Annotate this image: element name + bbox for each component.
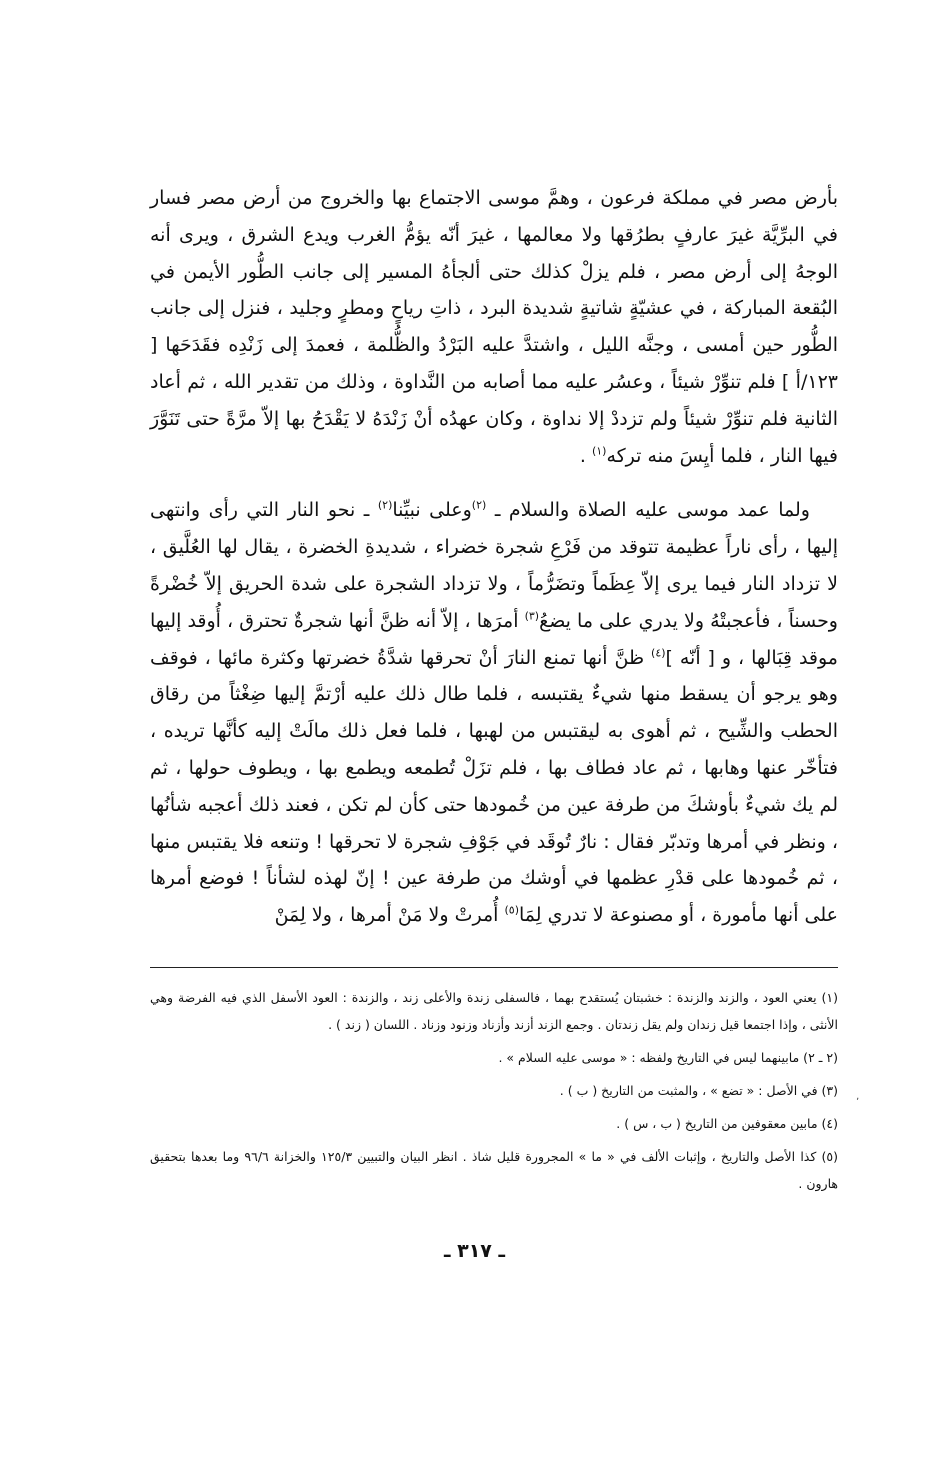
margin-mark: ٬ [856,1097,860,1108]
footnote-marker-2-start[interactable]: (٢) [471,499,487,513]
main-text [150,180,838,934]
footnote-marker-2-end[interactable]: (٢) [377,499,393,513]
footnote-1: (١) يعني العود ، والزند والزندة : خشبتان يُستقدح بهما ، فالسفلى زندة والأعلى زند ، والزندة : العود الأسفل الذي فيه الفرضة وهي الأنثى ، وإذا اجتمعا قيل زندان ولم يقل زندتان . وجمع الزند أزند وأزناد وزنود وزناد . اللسان ( زند ) . [150,990,838,1032]
paragraph-1 [150,180,838,474]
paragraph-2-text-e: ظنَّ أنها تمنع النارَ أنْ تحرقها شدَّةُ خضرتها وكثرة مائها ، فوقف وهو يرجو أن يسقط منها شيءٌ يقتبسه ، فلما طال ذلك عليه أرْتمَّ إليها ضِغْثاً من رقاق الحطب والشِّيح ، ثم أهوى به ليقتبس من لهبها ، فلما فعل ذلك مالَتْ إليه كأنَّها تريده ، فتأخّر عنها وهابها ، ثم عاد فطاف بها ، فلم تزَلْ تُطمعه ويطمع بها ، ويطوف حولها ، ثم لم يك شيءٌ بأوشكَ من طرفة عين من خُمودها حتى كأن لم تكن ، فعند ذلك أعجبه شأنُها ، ونظر في أمرها وتدبّر فقال : نارٌ تُوقَد في جَوْفِ شجرة لا تحرقها ! وتنعه فلا يقتبس منها ، ثم خُمودها على قدْرِ عظمها في أوشك من طرفة عين ! إنّ لهذه لشأناً ! فوضع أمرها على أنها مأمورة ، أو مصنوعة لا تدري لِمَا [150,646,838,927]
footnotes [150,984,838,1203]
footnote-marker-3[interactable]: (٣) [524,609,540,623]
footnote-marker-5[interactable]: (٥) [504,903,519,917]
paragraph-2 [150,492,838,934]
paragraph-2-text-a: ولما عمد موسى عليه الصلاة والسلام ـ [486,499,810,522]
footnote-5: (٥) كذا الأصل والتاريخ ، وإثبات الألف في « ما » المجرورة قليل شاذ . انظر البيان والتبيين ١٢٥/٣ والخزانة ٩٦/٦ وما بعدها بتحقيق هارون . [150,1149,838,1191]
footnote-divider [150,967,838,968]
footnote-3: (٣) في الأصل : « تضع » ، والمثبت من التاريخ ( ب ) . [559,1083,838,1098]
paragraph-2-text-c: ـ نحو النار التي رأى وانتهى إليها ، رأى ناراً عظيمة تتوقد من فَرْعِ شجرة خضراء ، شديدةِ الخضرة ، يقال لها العُلَّيق ، لا تزداد النار فيما يرى إلاّ عِظَماً وتضَرُّماً ، ولا تزداد الشجرة على شدة الحريق إلاّ خُضْرةً وحسناً ، فأعجبتْهُ ولا يدري على ما يضعُ [150,499,838,632]
paragraph-2-text-b: وعلى نبيِّنا [392,499,472,522]
paragraph-1-end: . [579,444,592,467]
paragraph-2-text-f: أُمرتْ ولا مَنْ أمرها ، ولا لِمَنْ [274,904,505,927]
footnote-2: (٢ ـ ٢) مابينهما ليس في التاريخ ولفظه : « موسى عليه السلام » . [498,1050,838,1065]
paragraph-2-text-d: أمرَها ، إلاّ أنه ظنَّ أنها شجرةٌ تحترق ، أُوقد إليها موقد قِبَالها ، و [ أنّه ] [150,609,838,669]
page-number: ـ ٣١٧ ـ [443,1240,505,1262]
footnote-marker-4[interactable]: (٤) [651,646,666,660]
footnote-marker-1[interactable]: (١) [591,444,607,458]
paragraph-1-text: بأرض مصر في مملكة فرعون ، وهمَّ موسى الاجتماع بها والخروج من أرض مصر فسار في البرِّيَّة غيرَ عارفٍ بطرُقها ولا معالمها ، غيرَ أنّه يؤمُّ الغرب ويدع الشرق ، ويرى أنه الوجهُ إلى أرض مصر ، فلم يزلْ كذلك حتى ألجأهُ المسير إلى جانب الطُّور الأيمن في البُقعة المباركة ، في عشيّةٍ شاتيةٍ شديدة البرد ، ذاتِ رياحٍ ومطرٍ وجليد ، فنزل إلى جانب الطُّور حين أمسى ، وجنَّه الليل ، واشتدَّ عليه البَرْدُ والظُّلمة ، فعمدَ إلى زَنْدِه فقَدَحَها [ ١٢٣/أ ] فلم تنوِّرْ شيئاً ، وعسُر عليه مما أصابه من النَّداوة ، وذلك من تقدير الله ، ثم أعاد الثانية فلم تنوِّرْ شيئاً ولم تزددْ إلا نداوة ، وكان عهدُه أنْ زَنْدَهُ لا يَقْدَحُ بها إلاّ مرَّةً حتى تَنَوَّرَ فيها النار ، فلما أيِسَ منه تركه [150,187,838,467]
footnote-4: (٤) مابين معقوفين من التاريخ ( ب ، س ) . [616,1116,838,1131]
